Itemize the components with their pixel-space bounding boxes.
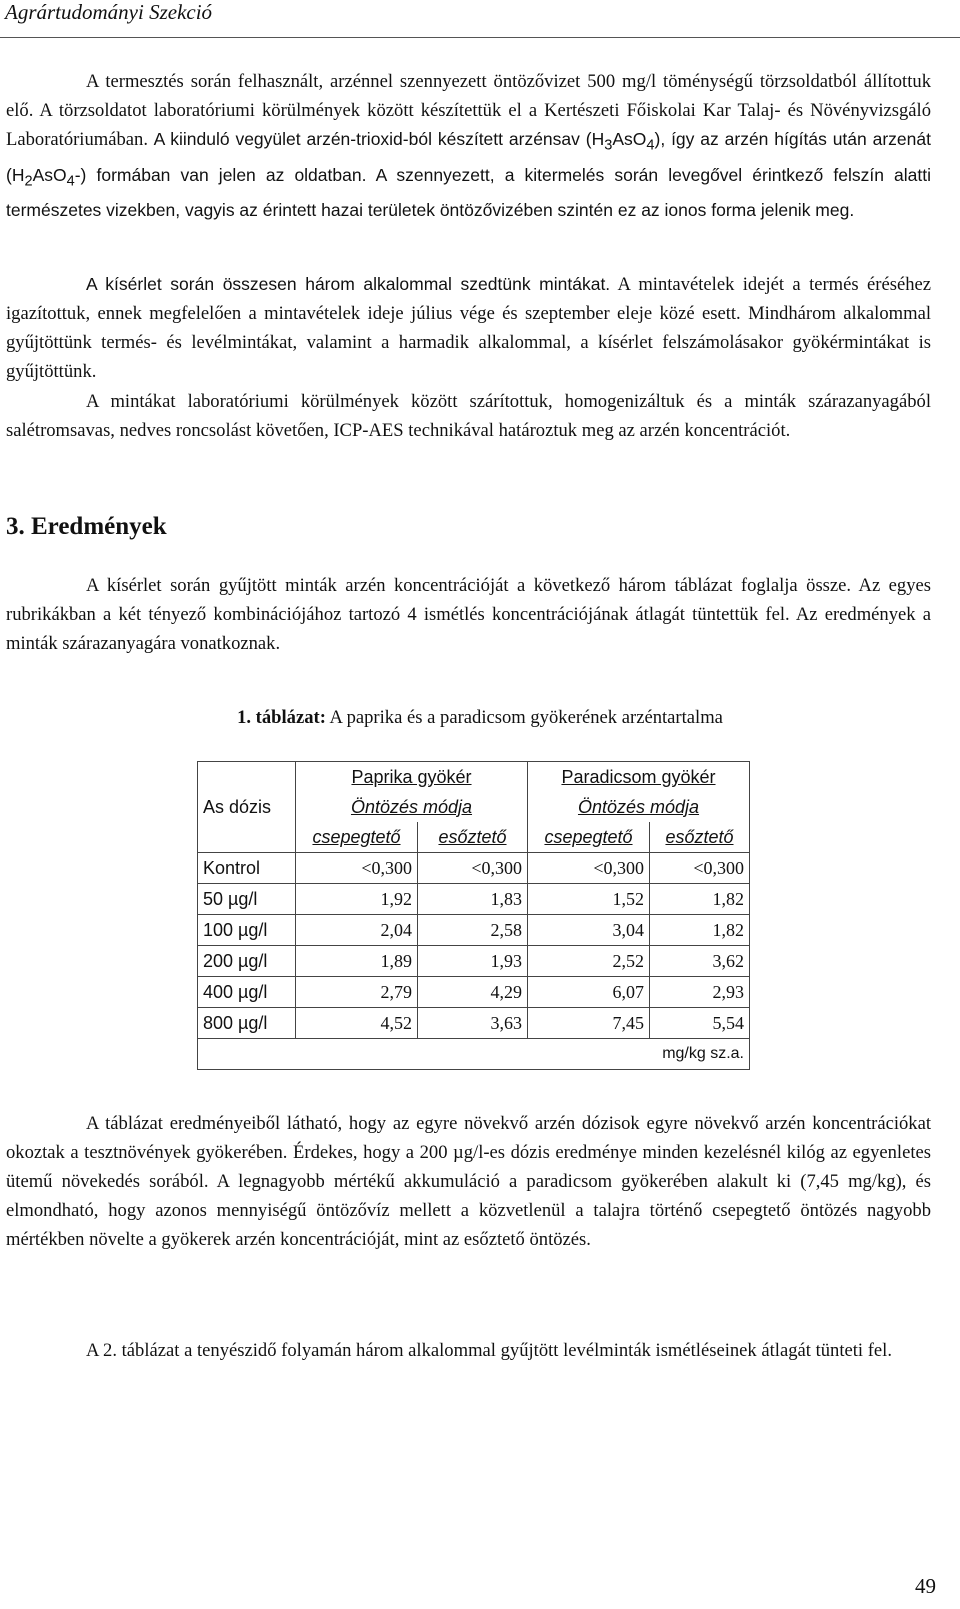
table-cell: <0,300 [418, 853, 528, 884]
subheader-esozteto-1: esőztető [418, 822, 528, 853]
methods-p2-b: A mintavételek idejét a termés éréséhez igazítottuk, ennek megfelelően a mintavételek ideje július vége és szeptember eleje közé esett. [6, 274, 932, 324]
table-cell: 2,04 [296, 915, 418, 946]
table-cell: 1,52 [528, 884, 650, 915]
table-cell: 6,07 [528, 977, 650, 1008]
group-header-paradicsom: Paradicsom gyökér [528, 762, 750, 793]
table-cell: 4,52 [296, 1008, 418, 1039]
group-header-paprika: Paprika gyökér [296, 762, 528, 793]
row-label: 800 µg/l [198, 1008, 296, 1039]
table-row [198, 946, 750, 977]
methods-p2-c: Mindhárom alkalommal gyűjtöttünk termés- és levélmintákat, valamint a harmadik alkalommal, a kísérlet felszámolásakor gyökérmintákat is gyűjtöttünk. [6, 303, 931, 382]
row-label: 400 µg/l [198, 977, 296, 1008]
table-cell: 2,93 [650, 977, 750, 1008]
table-cell: 1,92 [296, 884, 418, 915]
row-label: 50 µg/l [198, 884, 296, 915]
methods-p1-b3: ), így az arzén hígítás után arzenát (H [6, 129, 931, 185]
table-cell: 2,52 [528, 946, 650, 977]
methods-p1-a: A termesztés során felhasznált, arzénnel szennyezett öntözővizet 500 mg/l töménységű törzsoldatból állítottuk elő. A törzsoldatot laboratóriumi körülmények között készítettük el a Kertészeti Főiskolai Kar Talaj- és Növényvizsgáló Laboratóriumában. [6, 71, 931, 150]
table-cell: 5,54 [650, 1008, 750, 1039]
subheader-csepegteto-1: csepegtető [296, 822, 418, 853]
page-number: 49 [915, 1574, 936, 1598]
sub-4b: 4 [66, 173, 75, 189]
sub-4: 4 [646, 137, 655, 154]
table-cell: 1,82 [650, 884, 750, 915]
discussion-paragraph-2 [6, 1336, 931, 1365]
section-heading: 3. Eredmények [6, 513, 167, 540]
table-cell: 1,83 [418, 884, 528, 915]
table-cell: 1,82 [650, 915, 750, 946]
table-caption [0, 707, 960, 729]
running-header: Agrártudományi Szekció [5, 0, 213, 24]
table-row [198, 1008, 750, 1039]
results-intro: A kísérlet során gyűjtött minták arzén koncentrációját a következő három táblázat foglalja össze. Az egyes rubrikákban a két tényező kombinációjához tartozó 4 ismétlés koncentrációjának átlagát tüntettük fel. Az eredmények a minták szárazanyagára vonatkoznak. [6, 575, 931, 654]
unit-label: mg/kg sz.a. [198, 1039, 750, 1070]
table-cell: 1,89 [296, 946, 418, 977]
row-header-cell: As dózis [198, 762, 296, 853]
sub-2: 2 [24, 173, 33, 189]
discussion-p2: A 2. táblázat a tenyészidő folyamán három alkalommal gyűjtött levélminták ismétléseinek átlagát tünteti fel. [86, 1340, 892, 1361]
discussion-p1-a: A táblázat eredményeiből látható, hogy az egyre növekvő arzén dózisok egyre növekvő arzén koncentrációkat okoztak a tesztnövények gyökerében. [6, 1113, 931, 1163]
methods-p1-b1: A kiinduló vegyület arzén-trioxid-ból készített arzénsav (H [153, 129, 605, 149]
table-cell: 7,45 [528, 1008, 650, 1039]
row-label: Kontrol [198, 853, 296, 884]
row-label: 200 µg/l [198, 946, 296, 977]
discussion-p1-b: Érdekes, hogy a 200 µg/l-es dózis eredménye minden kezelésnél kilóg az egyenletes ütemű növekedés sorából. [6, 1142, 931, 1192]
methods-paragraph-2 [6, 270, 931, 386]
subheader-csepegteto-2: csepegtető [528, 822, 650, 853]
table-cell: 4,29 [418, 977, 528, 1008]
table-cell: <0,300 [650, 853, 750, 884]
table-caption-text: A paprika és a paradicsom gyökerének arzéntartalma [329, 707, 723, 728]
table-cell: 1,93 [418, 946, 528, 977]
discussion-paragraph-1 [6, 1109, 931, 1254]
sub-3: 3 [604, 137, 613, 154]
table-cell: 3,63 [418, 1008, 528, 1039]
methods-p3: A mintákat laboratóriumi körülmények között szárítottuk, homogenizáltuk és a minták szárazanyagából salétromsavas, nedves roncsolást követően, ICP-AES technikával határoztuk meg az arzén koncentrációt. [6, 391, 931, 441]
methods-p1-b2: AsO [612, 129, 647, 149]
method-header-1: Öntözés módja [296, 792, 528, 822]
method-header-2: Öntözés módja [528, 792, 750, 822]
discussion-p1-c: A legnagyobb mértékű akkumuláció a paradicsom gyökerében alakult ki (7,45 mg/kg), és elmondható, hogy azonos mennyiségű öntözővíz mellett a közvetlenül a talajra történő csepegtető öntözés nagyobb mértékben növelte a gyökerek arzén koncentrációját, mint az esőztető öntözés. [6, 1171, 932, 1250]
methods-p1-b4: AsO [32, 164, 67, 185]
header-rule [0, 37, 960, 38]
table-row [198, 977, 750, 1008]
table-row [198, 853, 750, 884]
table-cell: <0,300 [528, 853, 650, 884]
table-row [198, 915, 750, 946]
table-cell: 2,79 [296, 977, 418, 1008]
table-cell: 3,04 [528, 915, 650, 946]
row-label: 100 µg/l [198, 915, 296, 946]
methods-paragraph-1 [6, 67, 931, 225]
table-cell: 2,58 [418, 915, 528, 946]
results-intro-paragraph [6, 571, 931, 658]
arsenic-table [197, 761, 750, 1070]
subheader-esozteto-2: esőztető [650, 822, 750, 853]
table-cell: 3,62 [650, 946, 750, 977]
methods-p1-b5: -) formában van jelen az oldatban. [74, 164, 367, 185]
table-row [198, 884, 750, 915]
methods-p2-a: A kísérlet során összesen három alkalommal szedtünk mintákat. [86, 274, 611, 294]
table-cell: <0,300 [296, 853, 418, 884]
methods-p1-c: A szennyezett, a kitermelés során levegővel érintkező felszín alatti természetes vizekben, vagyis az érintett hazai területek öntözővizében szintén ez az ionos forma jelenik meg. [6, 164, 931, 220]
methods-paragraph-3 [6, 387, 931, 445]
table-caption-label: 1. táblázat: [237, 707, 326, 728]
